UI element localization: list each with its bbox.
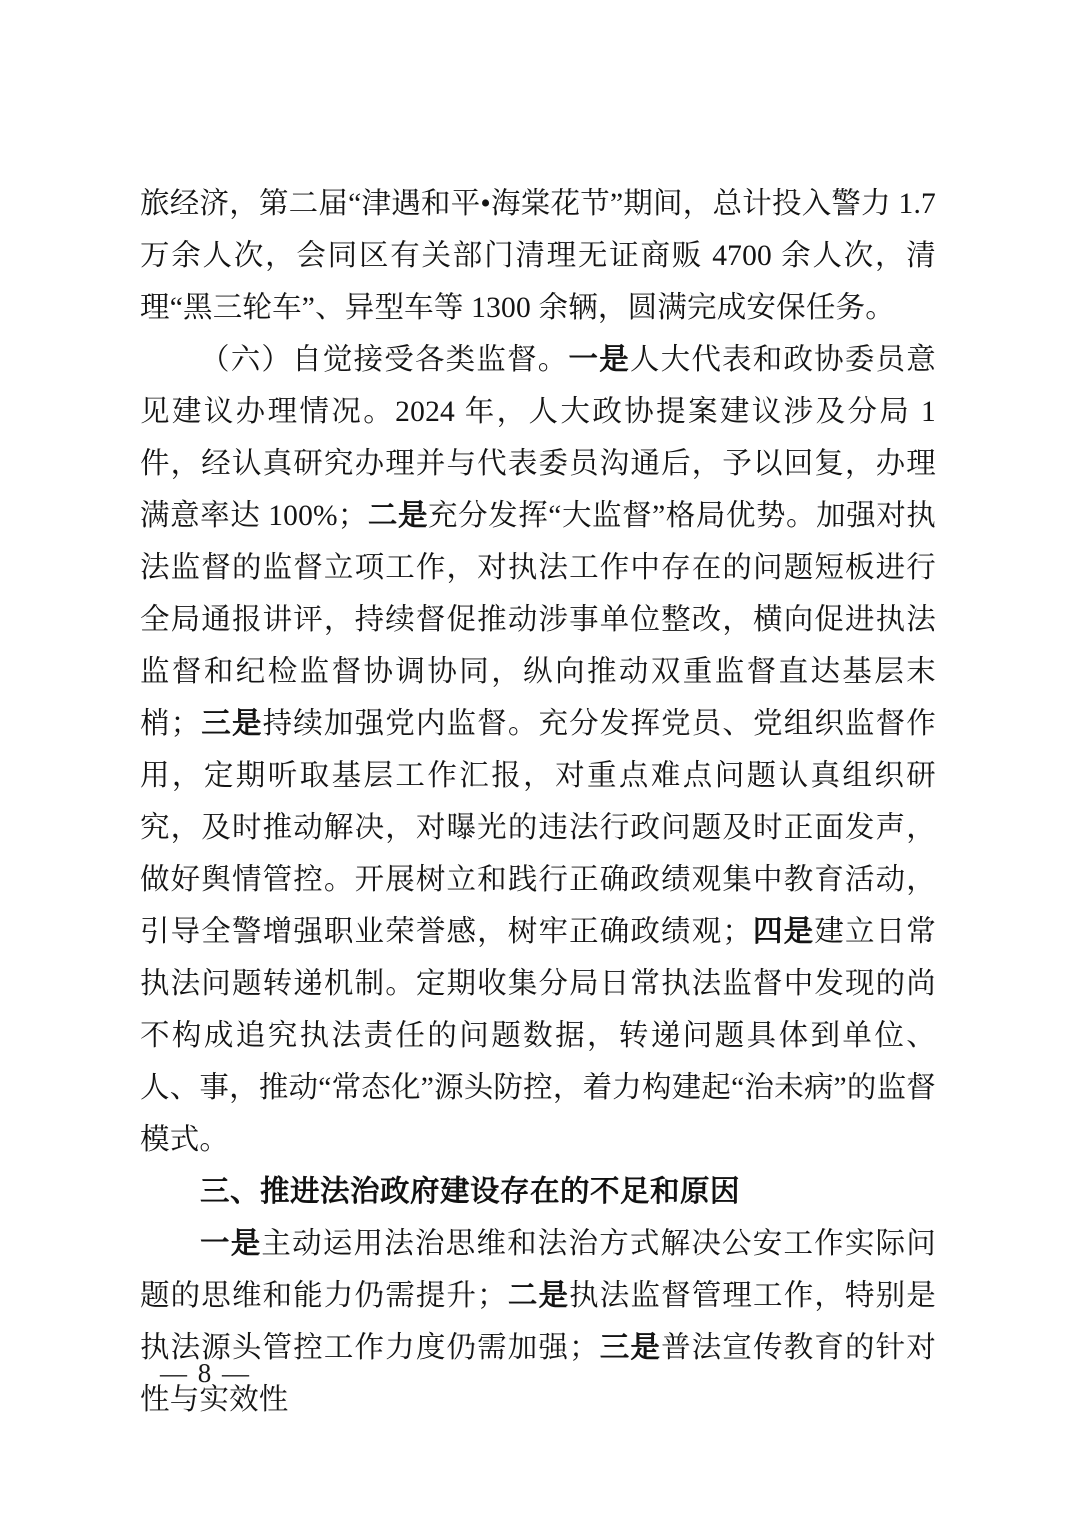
page-number: — 8 —	[160, 1358, 251, 1388]
body-text: 人大代表和政协委员意见建议办理情况。2024 年，人大政协提案建议涉及分局 1 件，经认真研究办理并与代表委员沟通后，予以回复，办理满意率达 100%；	[140, 344, 936, 532]
emphasis-marker: 三是	[598, 1332, 662, 1364]
para-shortcomings	[140, 1218, 936, 1426]
paragraph-group-top	[140, 178, 936, 1166]
body-text: 建立日常执法问题转递机制。定期收集分局日常执法监督中发现的尚不构成追究执法责任的问题数据，转递问题具体到单位、人、事，推动“常态化”源头防控，着力构建起“治未病”的监督模式。	[140, 916, 936, 1156]
document-body	[140, 178, 936, 1426]
body-text: 充分发挥“大监督”格局优势。加强对执法监督的监督立项工作，对执法工作中存在的问题短板进行全局通报讲评，持续督促推动涉事单位整改，横向促进执法监督和纪检监督协调协同，纵向推动双重监督直达基层末梢；	[140, 500, 937, 740]
emphasis-marker: 二是	[506, 1280, 570, 1312]
emphasis-marker: 一是	[568, 344, 630, 376]
body-text: 普法宣传教育的针对性与实效性	[140, 1332, 936, 1416]
emphasis-marker: 三是	[200, 708, 263, 740]
para-tourism-security	[140, 178, 936, 334]
paragraph-group-bottom	[140, 1218, 936, 1426]
body-text: 执法监督管理工作，特别是执法源头管控工作力度仍需加强；	[140, 1280, 937, 1364]
emphasis-marker: 四是	[752, 916, 815, 948]
body-text: 主动运用法治思维和法治方式解决公安工作实际问题的思维和能力仍需提升；	[140, 1228, 936, 1312]
para-accept-supervision	[140, 334, 936, 1166]
body-text: （六）自觉接受各类监督。	[200, 344, 569, 376]
section-heading: 三、推进法治政府建设存在的不足和原因	[200, 1175, 741, 1208]
emphasis-marker: 一是	[200, 1228, 262, 1260]
body-text: 持续加强党内监督。充分发挥党员、党组织监督作用，定期听取基层工作汇报，对重点难点问题认真组织研究，及时推动解决，对曝光的违法行政问题及时正面发声，做好舆情管控。开展树立和践行正确政绩观集中教育活动，引导全警增强职业荣誉感，树牢正确政绩观；	[140, 708, 937, 948]
body-text: 旅经济，第二届“津遇和平•海棠花节”期间，总计投入警力 1.7 万余人次，会同区有关部门清理无证商贩 4700 余人次，清理“黑三轮车”、异型车等 1300 余辆，圆满完成安保任务。	[140, 188, 936, 324]
emphasis-marker: 二是	[367, 500, 429, 532]
